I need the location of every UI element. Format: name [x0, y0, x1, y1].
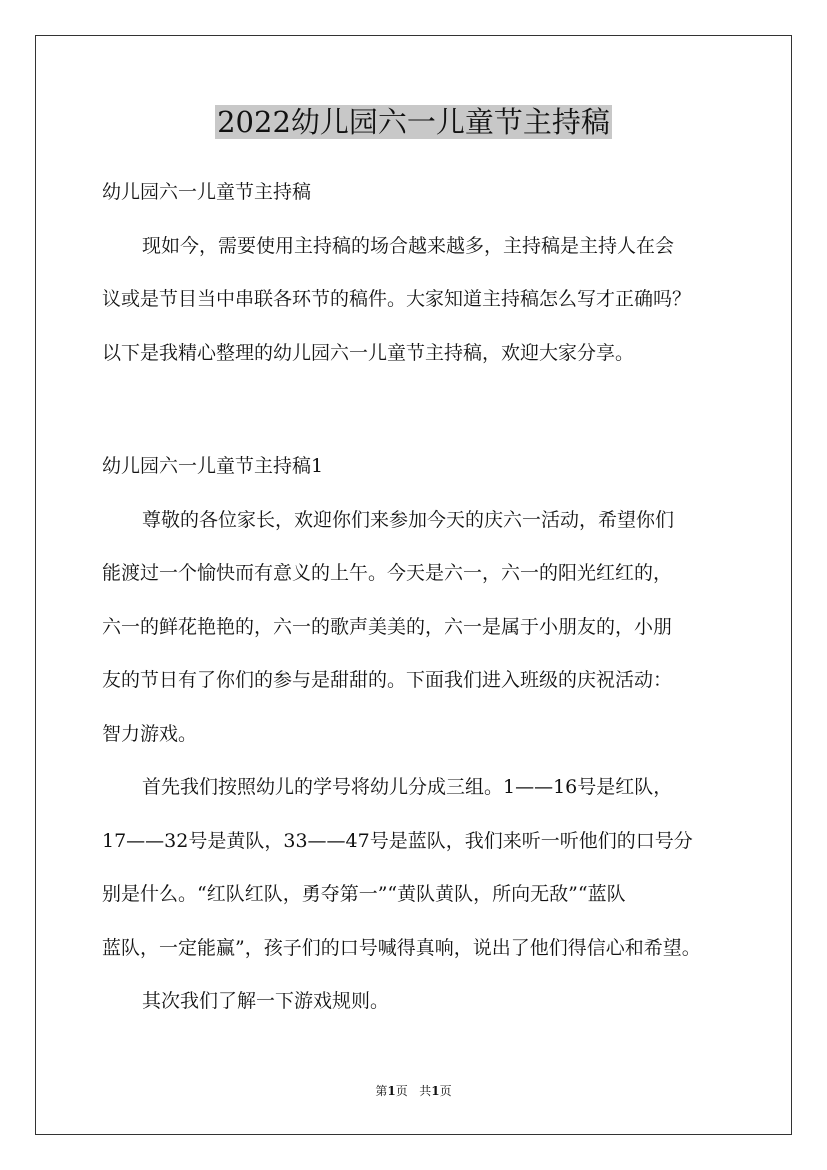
- footer-total-number: 1: [431, 1084, 440, 1098]
- paragraph-line: 现如今，需要使用主持稿的场合越来越多，主持稿是主持人在会: [142, 234, 675, 257]
- paragraph-line: 六一的鲜花艳艳的，六一的歌声美美的，六一是属于小朋友的，小朋: [102, 615, 673, 638]
- paragraph-line: 首先我们按照幼儿的学号将幼儿分成三组。1——16号是红队，: [142, 776, 673, 798]
- document-subtitle: 幼儿园六一儿童节主持稿: [102, 181, 312, 203]
- paragraph-line: 智力游戏。: [102, 722, 198, 745]
- paragraph-line: 17——32号是黄队，33——47号是蓝队，我们来听一听他们的口号分: [102, 829, 693, 852]
- paragraph-line: 蓝队，一定能赢”，孩子们的口号喊得真响，说出了他们得信心和希望。: [102, 936, 701, 959]
- paragraph-line: 友的节日有了你们的参与是甜甜的。下面我们进入班级的庆祝活动：: [102, 669, 673, 691]
- paragraph-line: 其次我们了解一下游戏规则。: [142, 990, 390, 1012]
- footer-page-prefix: 第: [375, 1084, 388, 1098]
- paragraph-2: [102, 767, 742, 981]
- section-heading: 幼儿园六一儿童节主持稿1: [102, 455, 324, 477]
- section-spacer: [102, 386, 742, 446]
- document-title: [0, 102, 827, 142]
- page-footer: [0, 1083, 827, 1099]
- paragraph-3: [102, 981, 742, 1035]
- paragraph-1: [102, 500, 742, 768]
- paragraph-line: 别是什么。“红队红队，勇夺第一”“黄队黄队，所向无敌”“蓝队: [102, 883, 626, 905]
- footer-total-suffix: 页: [439, 1084, 452, 1098]
- footer-page-suffix: 页: [395, 1084, 408, 1098]
- paragraph-line: 议或是节目当中串联各环节的稿件。大家知道主持稿怎么写才正确吗？: [102, 288, 692, 310]
- footer-total-prefix: 共: [419, 1084, 432, 1098]
- document-title-text: 2022幼儿园六一儿童节主持稿: [217, 105, 610, 139]
- paragraph-line: 尊敬的各位家长，欢迎你们来参加今天的庆六一活动，希望你们: [142, 508, 675, 531]
- paragraph-line: 能渡过一个愉快而有意义的上午。今天是六一，六一的阳光红红的，: [102, 562, 673, 584]
- document-body: [102, 172, 742, 1035]
- paragraph-line: 以下是我精心整理的幼儿园六一儿童节主持稿，欢迎大家分享。: [102, 341, 635, 364]
- intro-paragraph: [102, 226, 742, 387]
- footer-page-number: 1: [387, 1084, 396, 1098]
